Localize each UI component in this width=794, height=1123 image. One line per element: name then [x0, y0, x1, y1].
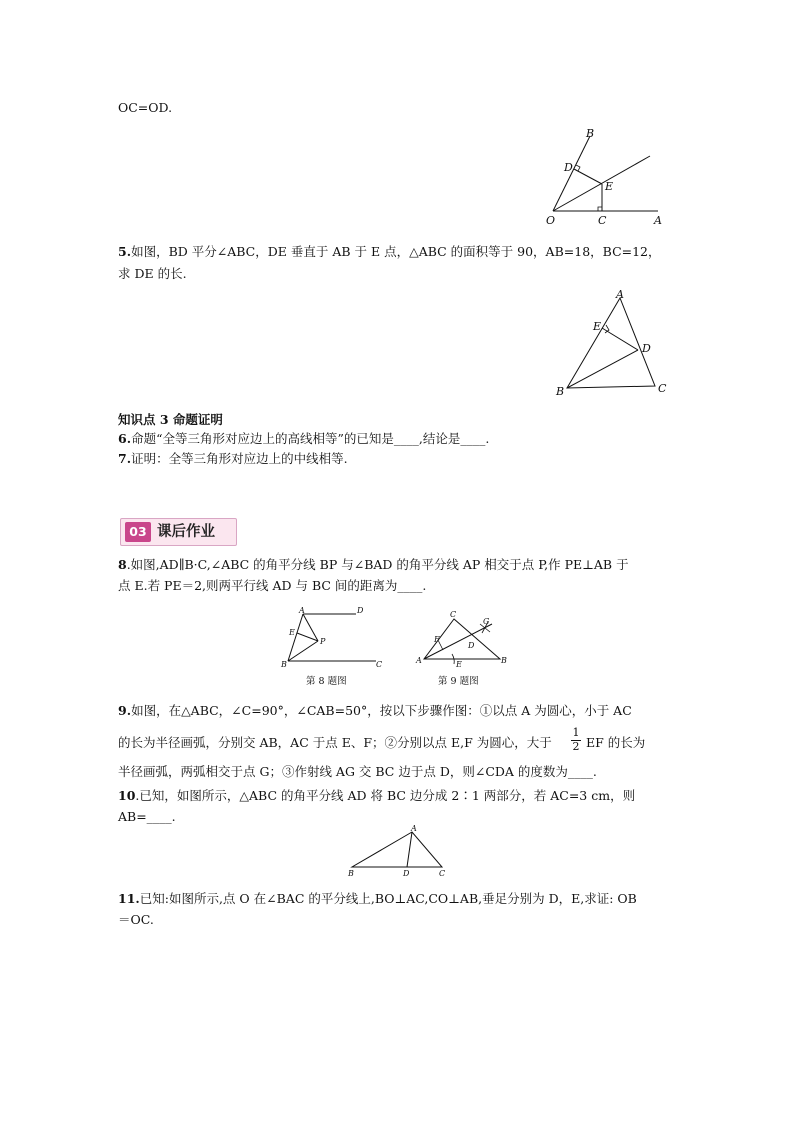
label-f: F	[434, 635, 440, 644]
question-9-text-a: 如图，在△ABC，∠C=90°，∠CAB=50°，按以下步骤作图：①以点 A 为圆心，小于 AC	[131, 703, 632, 718]
question-7	[118, 451, 348, 467]
label-a: A	[411, 824, 417, 833]
question-10-line-2: AB=____.	[118, 809, 176, 824]
fraction-one-half	[571, 727, 581, 753]
label-e: E	[289, 628, 295, 637]
fraction-numerator: 1	[572, 726, 580, 739]
fraction-denominator: 2	[572, 740, 580, 753]
label-d: D	[564, 161, 573, 174]
label-a: A	[616, 288, 624, 301]
question-8-line-2: 点 E.若 PE＝2,则两平行线 AD 与 BC 间的距离为____.	[118, 578, 427, 593]
label-b: B	[348, 869, 354, 878]
figure-q9	[412, 604, 512, 689]
question-5-text-a: 如图，BD 平分∠ABC，DE 垂直于 AB 于 E 点，△ABC 的面积等于 90，AB=18，BC=12，	[131, 244, 661, 259]
question-11-line-2: ＝OC.	[118, 912, 154, 927]
section-badge	[120, 518, 237, 546]
question-6-number: 6.	[118, 431, 132, 446]
label-b: B	[501, 656, 507, 665]
figure-q8	[278, 604, 390, 689]
question-7-text: 证明：全等三角形对应边上的中线相等.	[131, 451, 348, 466]
figure-9-caption: 第 9 题图	[438, 676, 479, 687]
text-line-oc-od: OC=OD.	[118, 100, 173, 115]
label-a: A	[416, 656, 422, 665]
question-11-text-a: 已知:如图所示,点 O 在∠BAC 的平分线上,BO⊥AC,CO⊥AB,垂足分别为 D，E,求证: OB	[139, 891, 637, 906]
label-c: C	[598, 214, 607, 226]
question-9-line-2-tail: EF 的长为	[586, 735, 646, 750]
label-d: D	[403, 869, 410, 878]
question-11-line-1	[118, 891, 637, 907]
question-8-number: 8	[118, 557, 127, 572]
question-7-number: 7.	[118, 451, 132, 466]
label-p: P	[320, 637, 326, 646]
label-e: E	[593, 320, 602, 333]
label-c: C	[376, 660, 383, 669]
label-d: D	[357, 606, 364, 615]
label-d: D	[468, 641, 475, 650]
label-e: E	[605, 180, 614, 193]
label-c: C	[658, 382, 667, 395]
question-9-number: 9.	[118, 703, 132, 718]
question-5-line-1	[118, 244, 661, 260]
label-b: B	[556, 385, 565, 398]
question-11-number: 11.	[118, 891, 140, 906]
label-e: E	[456, 660, 462, 669]
label-b: B	[586, 127, 595, 140]
question-10-text-a: .已知，如图所示，△ABC 的角平分线 AD 将 BC 边分成 2∶1 两部分，若 AC=3 cm，则	[135, 788, 636, 803]
figure-q10	[342, 822, 454, 878]
question-10-line-1	[118, 788, 635, 804]
section-title: 课后作业	[157, 524, 215, 540]
figure-8-caption: 第 8 题图	[306, 676, 347, 687]
label-c: C	[450, 610, 457, 619]
label-o: O	[546, 214, 556, 226]
figure-q5-triangle	[550, 288, 675, 398]
question-8-line-1	[118, 557, 629, 573]
question-5-number: 5.	[118, 244, 132, 259]
label-d: D	[642, 342, 651, 355]
label-b: B	[281, 660, 287, 669]
question-9-line-2: 的长为半径画弧，分别交 AB，AC 于点 E、F；②分别以点 E,F 为圆心，大于	[118, 735, 552, 750]
question-6	[118, 431, 489, 447]
question-8-text-a: .如图,AD∥B·C,∠ABC 的角平分线 BP 与∠BAD 的角平分线 AP 相交于点 P,作 PE⊥AB 于	[126, 557, 629, 572]
section-number: 03	[125, 522, 151, 542]
label-a: A	[299, 606, 305, 615]
question-9-line-3: 半径画弧，两弧相交于点 G；③作射线 AG 交 BC 边于点 D，则∠CDA 的度数为____.	[118, 764, 597, 779]
question-10-number: 10	[118, 788, 136, 803]
label-a: A	[654, 214, 662, 226]
figure-angle-bisector-oc-od	[540, 126, 670, 226]
label-g: G	[483, 617, 490, 626]
question-6-text: 命题“全等三角形对应边上的高线相等”的已知是____,结论是____.	[131, 431, 490, 446]
label-c: C	[439, 869, 446, 878]
question-9-line-1	[118, 703, 632, 719]
knowledge-point-3-heading: 知识点 3 命题证明	[118, 412, 223, 427]
question-5-line-2: 求 DE 的长.	[118, 266, 187, 281]
